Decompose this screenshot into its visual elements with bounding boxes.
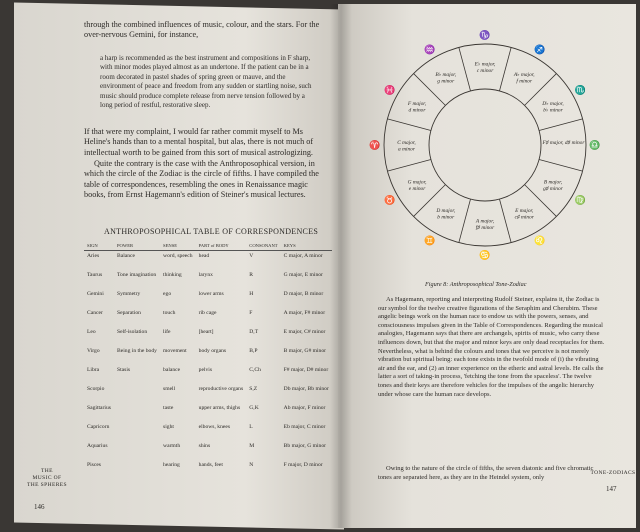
table-cell: Aries: [87, 253, 100, 260]
table-cell: Tone imagination: [117, 272, 157, 279]
zodiac-key-label: [543, 179, 564, 192]
table-cell: Virgo: [87, 348, 100, 355]
zodiac-key-minor: c♯ minor: [514, 214, 534, 221]
zodiac-sign-symbol: ♏: [574, 85, 586, 95]
zodiac-key-minor: f♯ minor: [475, 225, 495, 231]
table-cell: Being in the body: [117, 348, 157, 355]
zodiac-spoke: [387, 159, 430, 171]
table-cell: balance: [163, 367, 181, 374]
right-paragraph-1: [378, 296, 606, 399]
table-cell: Gemini: [87, 291, 104, 298]
left-page-number: 146: [34, 503, 45, 511]
zodiac-key-minor: d minor: [408, 107, 426, 114]
table-cell: [114, 403, 160, 422]
zodiac-key-minor: g minor: [437, 78, 455, 85]
table-cell: M: [249, 443, 255, 450]
zodiac-inner-circle: [429, 89, 541, 201]
table-cell: touch: [163, 310, 176, 317]
zodiac-key-minor: b♭ minor: [543, 107, 563, 114]
table-column-header: SIGN: [84, 242, 114, 251]
table-row: [84, 460, 332, 479]
zodiac-key-major: F major,: [407, 100, 427, 107]
zodiac-key-label: [542, 140, 586, 146]
zodiac-sign-symbol: ♐: [534, 44, 546, 55]
zodiac-key-major: A♭ major,: [513, 72, 535, 79]
figure-caption: Figure 8: Anthroposophical Tone-Zodiac: [425, 281, 527, 288]
table-cell: Separation: [117, 310, 141, 317]
right-paragraph-2: [378, 465, 606, 482]
zodiac-key-major: D major,: [436, 207, 456, 214]
table-cell: Eb major, C minor: [283, 424, 326, 431]
table-row: [84, 308, 332, 327]
table-cell: C major, A minor: [283, 253, 323, 260]
zodiac-sign-symbol: ♒: [424, 44, 436, 55]
table-cell: Self-isolation: [117, 329, 148, 336]
quote-text: a harp is recommended as the best instrument and compositions in F sharp, with minor modes played almost as an undertone. If the patient can be in a room decorated in pastel shades of spring green or mauve, and the environment of peace and freedom from any sudden or startling noise, such music should produce complete release from nerve tension followed by a long period of restful, restorative sleep.: [100, 54, 312, 110]
zodiac-key-minor: f minor: [516, 78, 533, 85]
table-body: [84, 251, 332, 480]
table-cell: taste: [163, 405, 174, 412]
table-cell: D,T: [249, 329, 259, 336]
running-head-line-2: MUSIC OF: [32, 475, 62, 481]
table-column-header: POWER: [114, 242, 160, 251]
right-page-number: 147: [606, 485, 617, 493]
table-cell: F major, D minor: [283, 462, 323, 469]
zodiac-spoke: [387, 119, 430, 131]
table-cell: thinking: [163, 272, 182, 279]
intro-text: through the combined influences of music, colour, and the stars. For the over-nervous Gemini, for instance,: [84, 20, 320, 40]
table-cell: elbows, knees: [198, 424, 231, 431]
table-cell: L: [249, 424, 253, 431]
zodiac-sign-symbol: ♌: [534, 235, 546, 246]
table-cell: Taurus: [87, 272, 103, 279]
zodiac-key-label: [408, 179, 428, 192]
zodiac-key-labels: [397, 62, 585, 232]
table-cell: Symmetry: [117, 291, 141, 298]
table-cell: F# major, D# minor: [283, 367, 329, 374]
right-running-head: TONE-ZODIACS: [590, 470, 636, 476]
zodiac-sign-symbol: ♑: [479, 30, 491, 40]
zodiac-sign-symbol: ♍: [574, 195, 586, 205]
running-head-line-3: THE SPHERES: [26, 482, 67, 488]
table-cell: head: [198, 253, 210, 260]
table-cell: C,Ch: [249, 367, 261, 374]
table-cell: Db major, Bb minor: [283, 386, 329, 393]
table-cell: shins: [198, 443, 211, 450]
table-row: [84, 346, 332, 365]
table-cell: E major, C# minor: [283, 329, 326, 336]
zodiac-spoke: [459, 199, 471, 242]
table-cell: F: [249, 310, 253, 317]
zodiac-key-minor: a minor: [398, 146, 415, 153]
zodiac-sign-symbol: ♉: [384, 195, 396, 205]
table-cell: movement: [163, 348, 187, 355]
zodiac-key-minor: g♯ minor: [543, 185, 563, 192]
table-cell: [114, 460, 160, 479]
table-cell: G,K: [249, 405, 259, 412]
table-cell: word, speech: [163, 253, 193, 260]
table-cell: body organs: [198, 348, 227, 355]
table-cell: life: [163, 329, 171, 336]
paragraph-2-text: Quite the contrary is the case with the Anthroposophical version, in which the circle of the Zodiac is the circle of fifths. I have compiled the table of correspondences, resembling the ones in Renaissance magic books, from Ernst Hagemann's edition of Steiner's musical lectures.: [84, 159, 319, 200]
table-cell: S,Z: [249, 386, 258, 393]
table-cell: reproductive organs: [198, 386, 244, 393]
table-cell: Libra: [87, 367, 100, 374]
zodiac-key-major: E major,: [515, 207, 534, 214]
zodiac-sign-symbol: ♈: [369, 140, 381, 150]
zodiac-key-major: F♯ major, d♯ minor: [542, 140, 585, 146]
table-cell: H: [249, 291, 254, 298]
zodiac-sign-symbol: ♊: [424, 235, 436, 246]
right-paragraph-1-text: As Hagemann, reporting and interpreting Rudolf Steiner, explains it, the Zodiac is our symbol for the twelve creative figurations of the Seraphim and Cherubim. These angelic beings work on the human race to endow us with the powers, senses, and consciousness impulses given in the Table of Correspondences. Regarding the musical analogies, Hagemann says that there are archangels, spirits of music, who carry these influences down, but that the major and minor keys are only dead receptacles for them. Nevertheless, what is behind the colours and tones that we perceive is not merely vibration but spiritual being: each tone exists in the twofold mode of (i) the vibrating air and the ear, and (2) an inner experience on the etheric and astral levels. He calls the latter a sort of taking-in process, 'fetching the tone from the spaceless'. The twelve tones and their keys are therefore vehicles for the impulses of the angelic hierarchy under whose care the human race develops.: [378, 296, 605, 398]
zodiac-key-label: [513, 72, 535, 85]
zodiac-key-label: [407, 101, 427, 114]
zodiac-key-label: [475, 219, 495, 232]
table-cell: N: [249, 462, 254, 469]
table-row: [84, 422, 332, 441]
heline-quote: [100, 54, 318, 110]
table-cell: Stasis: [117, 367, 131, 374]
body-paragraph-1: [84, 127, 330, 158]
table-cell: D major, B minor: [283, 291, 324, 298]
table-cell: Pisces: [87, 462, 101, 469]
table-cell: larynx: [198, 272, 213, 279]
body-paragraph-2: [84, 159, 330, 201]
book-gutter: [330, 4, 352, 528]
zodiac-key-major: B♭ major,: [435, 72, 457, 79]
table-cell: warmth: [163, 443, 181, 450]
zodiac-key-label: [435, 208, 456, 221]
table-cell: Cancer: [87, 310, 103, 317]
zodiac-sign-symbol: ♋: [479, 250, 491, 260]
table-row: [84, 365, 332, 384]
zodiac-key-minor: b minor: [437, 214, 455, 221]
table-cell: V: [249, 253, 254, 260]
zodiac-key-major: A major,: [475, 218, 495, 225]
table-cell: upper arms, thighs: [198, 405, 241, 412]
zodiac-key-major: D♭ major,: [542, 100, 564, 107]
table-cell: [114, 441, 160, 460]
table-cell: Scorpio: [87, 386, 105, 393]
table-row: [84, 441, 332, 460]
table-cell: pelvis: [198, 367, 213, 374]
table-cell: R: [249, 272, 253, 279]
table-header-row: [84, 242, 332, 251]
table-row: [84, 403, 332, 422]
left-running-head: [22, 468, 72, 489]
table-cell: Ab major, F minor: [283, 405, 326, 412]
zodiac-key-major: G major,: [407, 179, 427, 186]
table-cell: Sagittarius: [87, 405, 111, 412]
table-cell: A major, F# minor: [283, 310, 326, 317]
zodiac-spoke: [539, 159, 582, 171]
zodiac-spoke: [459, 47, 471, 90]
table-cell: rib cage: [198, 310, 217, 317]
table-cell: Bb major, G minor: [283, 443, 327, 450]
zodiac-figure: [362, 12, 622, 274]
table-cell: G major, E minor: [283, 272, 323, 279]
table-cell: smell: [163, 386, 176, 393]
table-cell: sight: [163, 424, 174, 431]
zodiac-spoke: [539, 119, 582, 131]
table-cell: B major, G# minor: [283, 348, 327, 355]
table-column-header: CONSONANT: [246, 242, 280, 251]
table-cell: Capricorn: [87, 424, 110, 431]
zodiac-sign-symbol: ♓: [384, 85, 396, 95]
table-cell: Balance: [117, 253, 136, 260]
table-column-header: SENSE: [160, 242, 196, 251]
table-cell: [114, 384, 160, 403]
correspondence-table: [84, 242, 332, 479]
zodiac-key-label: [435, 72, 456, 85]
right-paragraph-2-text: Owing to the nature of the circle of fifths, the seven diatonic and five chromatic tones are separated here, as they are in the Heindel system, only: [378, 465, 594, 481]
table-column-header: PART of BODY: [196, 242, 247, 251]
zodiac-key-major: C major,: [397, 140, 416, 146]
table-cell: [114, 422, 160, 441]
zodiac-key-label: [541, 101, 564, 114]
table-cell: hands, feet: [198, 462, 223, 469]
running-head-line-1: THE: [41, 468, 53, 474]
zodiac-sign-symbol: ♎: [589, 140, 601, 150]
table-row: [84, 289, 332, 308]
table-column-header: KEYS: [281, 242, 332, 251]
table-cell: B,P: [249, 348, 258, 355]
table-cell: lower arms: [198, 291, 224, 298]
table-cell: Aquarius: [87, 443, 108, 450]
zodiac-key-label: [397, 140, 416, 153]
zodiac-key-label: [514, 208, 535, 221]
zodiac-key-major: E♭ major,: [474, 61, 496, 68]
table-row: [84, 384, 332, 403]
table-row: [84, 327, 332, 346]
table-cell: Leo: [87, 329, 96, 336]
paragraph-1-text: If that were my complaint, I would far rather commit myself to Ms Heline's hands than to a mental hospital, but alas, there is not much of intellectual worth to be gained from this sort of musical astrologizing.: [84, 127, 314, 157]
table-cell: ego: [163, 291, 172, 298]
table-cell: [heart]: [198, 329, 214, 336]
table-title: ANTHROPOSOPHICAL TABLE OF CORRESPONDENCES: [104, 227, 319, 236]
table-row: [84, 251, 332, 271]
table-row: [84, 270, 332, 289]
intro-paragraph: [84, 20, 329, 41]
zodiac-key-major: B major,: [543, 179, 563, 186]
table-cell: hearing: [163, 462, 180, 469]
zodiac-key-minor: e minor: [408, 185, 426, 192]
zodiac-key-minor: c minor: [476, 68, 494, 74]
zodiac-spoke: [499, 199, 511, 242]
zodiac-spoke: [499, 47, 511, 90]
zodiac-key-label: [474, 62, 496, 75]
